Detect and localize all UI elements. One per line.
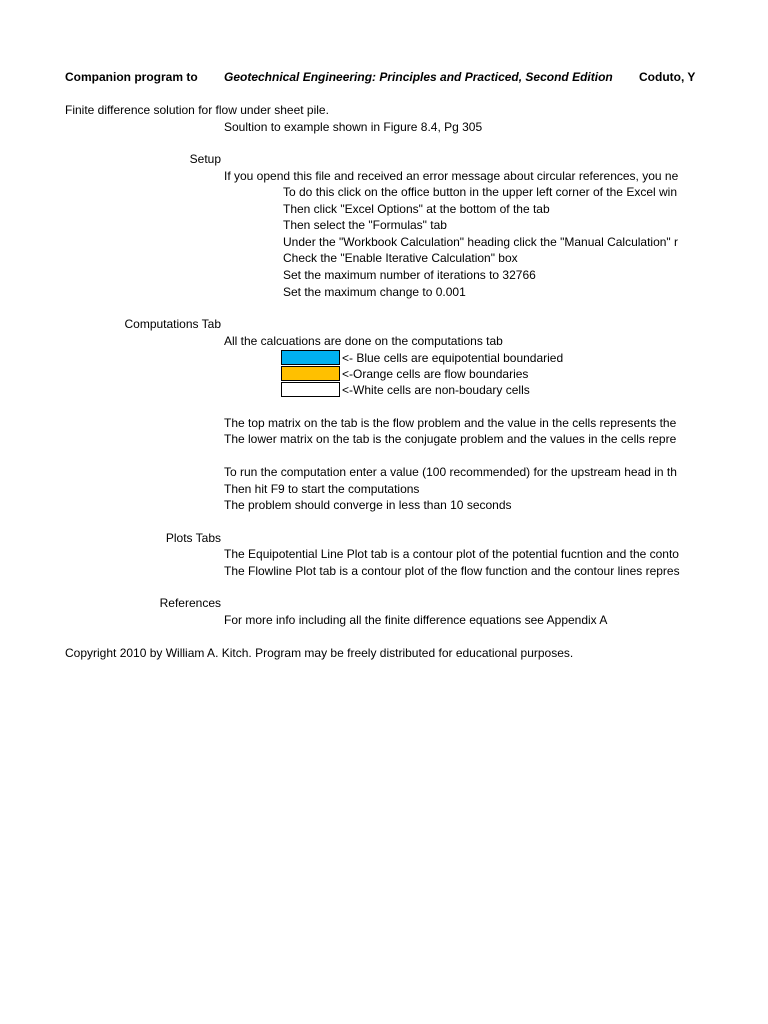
legend-label-orange: <-Orange cells are flow boundaries xyxy=(342,367,529,381)
references-heading: References xyxy=(159,596,221,610)
example-reference: Soultion to example shown in Figure 8.4, Pg 305 xyxy=(224,120,483,134)
intro-line: Finite difference solution for flow under sheet pile. xyxy=(65,103,329,117)
run-line: To run the computation enter a value (100 recommended) for the upstream head in th xyxy=(224,465,677,479)
setup-line: If you opend this file and received an error message about circular references, you ne xyxy=(224,169,679,183)
copyright-notice: Copyright 2010 by William A. Kitch. Program may be freely distributed for educational purposes. xyxy=(65,646,574,660)
computations-heading: Computations Tab xyxy=(124,317,221,331)
run-line: The problem should converge in less than 10 seconds xyxy=(224,498,512,512)
white-cell-swatch xyxy=(281,382,340,397)
matrix-line: The top matrix on the tab is the flow problem and the value in the cells represents the xyxy=(224,416,677,430)
author-name: Coduto, Y xyxy=(639,70,696,84)
blue-cell-swatch xyxy=(281,350,340,365)
plots-line: The Flowline Plot tab is a contour plot of the flow function and the contour lines repres xyxy=(224,564,680,578)
setup-step: Then select the "Formulas" tab xyxy=(283,218,447,232)
references-line: For more info including all the finite difference equations see Appendix A xyxy=(224,613,608,627)
computations-line: All the calcuations are done on the computations tab xyxy=(224,334,503,348)
companion-label: Companion program to xyxy=(65,70,198,84)
run-line: Then hit F9 to start the computations xyxy=(224,482,420,496)
book-title: Geotechnical Engineering: Principles and Practiced, Second Edition xyxy=(224,70,613,84)
plots-line: The Equipotential Line Plot tab is a contour plot of the potential fucntion and the conto xyxy=(224,547,679,561)
setup-step: Set the maximum change to 0.001 xyxy=(283,285,466,299)
setup-step: Then click "Excel Options" at the bottom of the tab xyxy=(283,202,550,216)
setup-step: Under the "Workbook Calculation" heading click the "Manual Calculation" r xyxy=(283,235,679,249)
legend-label-blue: <- Blue cells are equipotential boundaried xyxy=(342,351,564,365)
setup-step: Check the "Enable Iterative Calculation" box xyxy=(283,251,518,265)
setup-step: Set the maximum number of iterations to 32766 xyxy=(283,268,536,282)
orange-cell-swatch xyxy=(281,366,340,381)
legend-label-white: <-White cells are non-boudary cells xyxy=(342,383,530,397)
setup-step: To do this click on the office button in the upper left corner of the Excel win xyxy=(283,185,678,199)
plots-heading: Plots Tabs xyxy=(165,531,221,545)
matrix-line: The lower matrix on the tab is the conjugate problem and the values in the cells repre xyxy=(224,432,677,446)
setup-heading: Setup xyxy=(189,152,221,166)
